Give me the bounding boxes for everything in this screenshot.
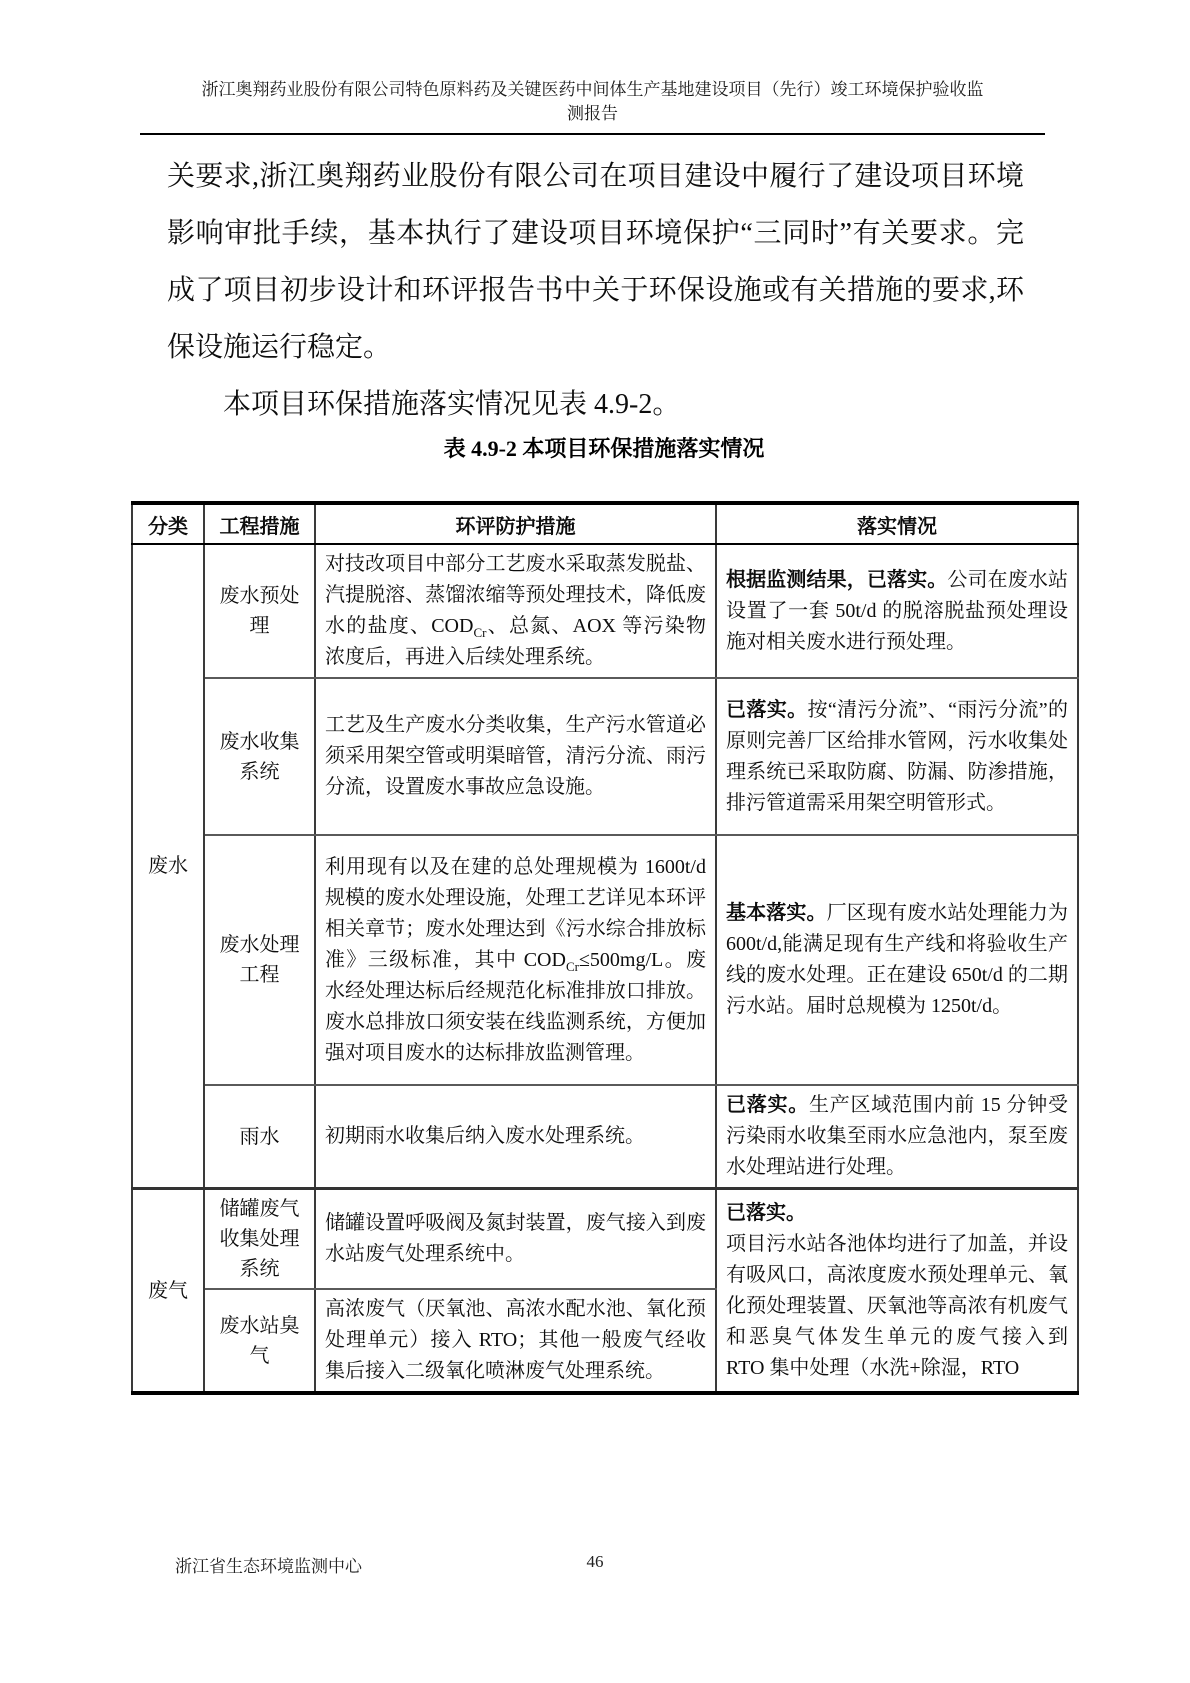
eia-cell: 初期雨水收集后纳入废水处理系统。 [315,1085,716,1189]
eia-cell: 工艺及生产废水分类收集，生产污水管道必须采用架空管或明渠暗管，清污分流、雨污分流，设置废水事故应急设施。 [315,678,716,835]
implementation-cell: 已落实。生产区域范围内前 15 分钟受污染雨水收集至雨水应急池内，泵至废水处理站进行处理。 [716,1085,1078,1189]
running-head-line1: 浙江奥翔药业股份有限公司特色原料药及关键医药中间体生产基地建设项目（先行）竣工环境保护验收监 [201,80,984,99]
implementation-cell: 已落实。按“清污分流”、“雨污分流”的原则完善厂区给排水管网，污水收集处理系统已采取防腐、防漏、防渗措施，排污管道需采用架空明管形式。 [716,678,1078,835]
col-header-implementation: 落实情况 [716,503,1078,544]
eia-cell: 高浓废气（厌氧池、高浓水配水池、氧化预处理单元）接入 RTO；其他一般废气经收集后接入二级氧化喷淋废气处理系统。 [315,1289,716,1393]
eia-cell: 利用现有以及在建的总处理规模为 1600t/d 规模的废水处理设施，处理工艺详见本环评相关章节；废水处理达到《污水综合排放标准》三级标准，其中 $COD_{Cr}\le 500mg/L$。废水经处理达标后经规范化标准排放口排放。废水总排放口须安装在线监测系统，方便加强对项目废水的达标排放监测管理。 [315,835,716,1085]
measures-table [131,501,1079,1395]
page-number: 46 [586,1552,604,1571]
implementation-cell-merged: 已落实。 项目污水站各池体均进行了加盖，并设有吸风口，高浓度废水预处理单元、氧化预处理装置、厌氧池等高浓有机废气和恶臭气体发生单元的废气接入到 RTO 集中处理（水洗+除湿，RTO [716,1189,1078,1394]
col-header-measure: 工程措施 [204,503,315,544]
measure-cell: 废水站臭气 [204,1289,315,1393]
table-caption: 表 4.9-2 本项目环保措施落实情况 [443,436,765,461]
measure-cell: 废水预处理 [204,544,315,678]
table-row-wastewater-pretreatment [132,544,1078,678]
col-header-category: 分类 [132,503,204,544]
table-header-row [132,503,1078,544]
table-row-tank-gas [132,1189,1078,1290]
table-row-wastewater-treatment [132,835,1078,1085]
implementation-cell: 基本落实。厂区现有废水站处理能力为 600t/d,能满足现有生产线和将验收生产线的废水处理。正在建设 650t/d 的二期污水站。届时总规模为 1250t/d。 [716,835,1078,1085]
measure-cell: 废水处理工程 [204,835,315,1085]
measure-cell: 废水收集系统 [204,678,315,835]
measure-cell: 雨水 [204,1085,315,1189]
page-footer [0,1552,1190,1576]
paragraph-table-reference: 本项目环保措施落实情况见表 4.9-2。 [223,389,681,420]
category-cell-wastegas: 废气 [132,1189,204,1394]
eia-cell: 对技改项目中部分工艺废水采取蒸发脱盐、汽提脱溶、蒸馏浓缩等预处理技术，降低废水的盐度、$COD_{Cr}$、总氮、AOX 等污染物浓度后，再进入后续处理系统。 [315,544,716,678]
table-row-wastewater-collection [132,678,1078,835]
running-head-line2: 测报告 [567,104,618,123]
table-row-rainwater [132,1085,1078,1189]
footer-organization: 浙江省生态环境监测中心 [175,1557,362,1576]
eia-cell: 储罐设置呼吸阀及氮封装置，废气接入到废水站废气处理系统中。 [315,1189,716,1290]
measure-cell: 储罐废气收集处理系统 [204,1189,315,1290]
running-head [140,78,1045,135]
col-header-eia-measures: 环评防护措施 [315,503,716,544]
body-text [167,148,1024,433]
implementation-cell: 根据监测结果，已落实。公司在废水站设置了一套 50t/d 的脱溶脱盐预处理设施对相关废水进行预处理。 [716,544,1078,678]
paragraph-continuation: 关要求,浙江奥翔药业股份有限公司在项目建设中履行了建设项目环境影响审批手续，基本执行了建设项目环境保护“三同时”有关要求。完成了项目初步设计和环评报告书中关于环保设施或有关措施的要求,环保设施运行稳定。 [167,161,1024,363]
category-cell-wastewater: 废水 [132,544,204,1189]
